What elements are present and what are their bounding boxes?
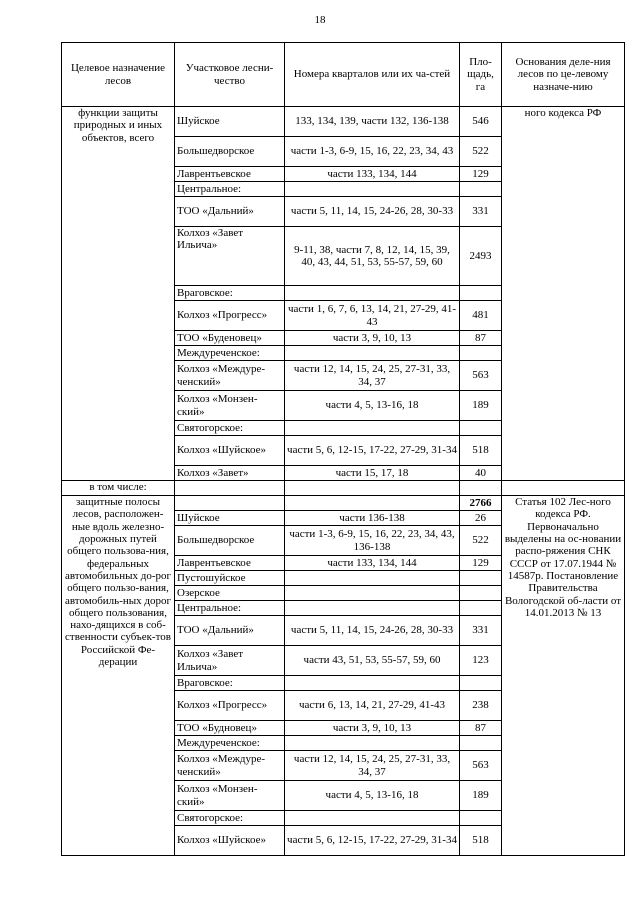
forestry-cell: ТОО «Дальний» [175,197,285,227]
forestry-cell: Враговское: [175,286,285,301]
quarters-cell: части 3, 9, 10, 13 [285,721,460,736]
forestry-cell: Колхоз «Прогресс» [175,691,285,721]
forestry-cell: Колхоз «Междуре-ченский» [175,751,285,781]
forestry-cell: Колхоз «Шуйское» [175,826,285,856]
area-cell [460,421,502,436]
quarters-cell: 133, 134, 139, части 132, 136-138 [285,107,460,137]
forestry-cell: Колхоз «Монзен-ский» [175,391,285,421]
quarters-cell: части 4, 5, 13-16, 18 [285,391,460,421]
area-cell: 129 [460,556,502,571]
header-basis: Основания деле-ния лесов по це-левому назначе-нию [502,43,625,107]
area-cell [460,571,502,586]
forestry-cell: Шуйское [175,511,285,526]
forestry-cell: Центральное: [175,182,285,197]
quarters-cell [285,811,460,826]
quarters-cell: части 136-138 [285,511,460,526]
forestry-cell: Святогорское: [175,421,285,436]
quarters-cell: части 43, 51, 53, 55-57, 59, 60 [285,646,460,676]
quarters-cell: части 6, 13, 14, 21, 27-29, 41-43 [285,691,460,721]
area-cell: 87 [460,331,502,346]
quarters-cell [285,182,460,197]
forestry-cell: Колхоз «Завет Ильича» [175,646,285,676]
forestry-cell: ТОО «Буденовец» [175,331,285,346]
forestry-cell: Большедворское [175,137,285,167]
quarters-cell: части 5, 6, 12-15, 17-22, 27-29, 31-34 [285,436,460,466]
forestry-cell: Шуйское [175,107,285,137]
quarters-cell [285,571,460,586]
area-cell: 522 [460,137,502,167]
area-cell: 26 [460,511,502,526]
header-purpose: Целевое назначение лесов [62,43,175,107]
quarters-cell: части 12, 14, 15, 24, 25, 27-31, 33, 34, 37 [285,361,460,391]
area-cell [460,811,502,826]
area-cell: 123 [460,646,502,676]
area-cell [460,601,502,616]
quarters-cell: части 133, 134, 144 [285,556,460,571]
area-cell: 238 [460,691,502,721]
area-cell: 189 [460,391,502,421]
area-cell: 546 [460,107,502,137]
area-cell: 518 [460,826,502,856]
forestry-cell: Святогорское: [175,811,285,826]
including-label: в том числе: [62,481,175,496]
quarters-cell [285,736,460,751]
section2-purpose: защитные полосы лесов, расположен-ные вдоль железно-дорожных путей общего пользова-ния, федеральных автомобильных до-рог общего пользо-вания, автомобиль-ных дорог общего пользования, нахо-дящихся в соб-ственности субъек-тов Российской Фе-дерации [62,496,175,856]
area-cell: 331 [460,616,502,646]
page-number: 18 [314,14,326,26]
area-cell [460,676,502,691]
forestry-cell: ТОО «Дальний» [175,616,285,646]
quarters-cell: части 5, 11, 14, 15, 24-26, 28, 30-33 [285,616,460,646]
section1-basis: ного кодекса РФ [502,107,625,481]
area-cell: 2493 [460,227,502,286]
quarters-cell [285,601,460,616]
area-cell: 189 [460,781,502,811]
area-cell: 481 [460,301,502,331]
forestry-cell: Междуреченское: [175,346,285,361]
forestry-cell: Колхоз «Шуйское» [175,436,285,466]
section2-basis: Статья 102 Лес-ного кодекса РФ. Первоначально выделены на ос-новании распо-ряжения СНК СССР от 17.07.1944 № 14587р. Постановление Правительства Вологодской об-ласти от 14.01.2013 № 13 [502,496,625,856]
forestry-cell: Колхоз «Междуре-ченский» [175,361,285,391]
quarters-cell [285,676,460,691]
section2-total-row [62,496,625,511]
quarters-cell [285,286,460,301]
quarters-cell: части 5, 6, 12-15, 17-22, 27-29, 31-34 [285,826,460,856]
forestry-cell: Большедворское [175,526,285,556]
forestry-cell: Центральное: [175,601,285,616]
header-area: Пло-щадь, га [460,43,502,107]
quarters-cell [285,421,460,436]
header-quarters: Номера кварталов или их ча-стей [285,43,460,107]
quarters-cell: части 133, 134, 144 [285,167,460,182]
including-row [62,481,625,496]
section2-total-area: 2766 [460,496,502,511]
forestry-cell: Лаврентьевское [175,167,285,182]
area-cell: 40 [460,466,502,481]
area-cell: 518 [460,436,502,466]
area-cell [460,586,502,601]
area-cell: 129 [460,167,502,182]
area-cell: 522 [460,526,502,556]
area-cell [460,182,502,197]
forestry-cell: Междуреченское: [175,736,285,751]
area-cell [460,286,502,301]
area-cell: 563 [460,361,502,391]
quarters-cell: части 5, 11, 14, 15, 24-26, 28, 30-33 [285,197,460,227]
forestry-cell: Враговское: [175,676,285,691]
forest-purpose-table [61,42,625,856]
quarters-cell: части 3, 9, 10, 13 [285,331,460,346]
area-cell [460,346,502,361]
table-header-row [62,43,625,107]
quarters-cell: части 15, 17, 18 [285,466,460,481]
forestry-cell: Колхоз «Завет Ильича» [175,227,285,286]
area-cell: 87 [460,721,502,736]
section1-body [62,107,625,856]
forestry-cell: Колхоз «Прогресс» [175,301,285,331]
quarters-cell: части 12, 14, 15, 24, 25, 27-31, 33, 34, 37 [285,751,460,781]
section1-purpose: функции защиты природных и иных объектов, всего [62,107,175,481]
area-cell [460,736,502,751]
quarters-cell: части 1, 6, 7, 6, 13, 14, 21, 27-29, 41-43 [285,301,460,331]
quarters-cell: части 1-3, 6-9, 15, 16, 22, 23, 34, 43, 136-138 [285,526,460,556]
forestry-cell: Озерское [175,586,285,601]
forestry-cell: Пустошуйское [175,571,285,586]
quarters-cell [285,586,460,601]
forestry-cell: Лаврентьевское [175,556,285,571]
area-cell: 563 [460,751,502,781]
quarters-cell: части 1-3, 6-9, 15, 16, 22, 23, 34, 43 [285,137,460,167]
area-cell: 331 [460,197,502,227]
forestry-cell: Колхоз «Монзен-ский» [175,781,285,811]
table-row [62,107,625,137]
quarters-cell [285,346,460,361]
quarters-cell: 9-11, 38, части 7, 8, 12, 14, 15, 39, 40, 43, 44, 51, 53, 55-57, 59, 60 [285,227,460,286]
forestry-cell: Колхоз «Завет» [175,466,285,481]
forestry-cell: ТОО «Будновец» [175,721,285,736]
quarters-cell: части 4, 5, 13-16, 18 [285,781,460,811]
header-forestry: Участковое лесни-чество [175,43,285,107]
